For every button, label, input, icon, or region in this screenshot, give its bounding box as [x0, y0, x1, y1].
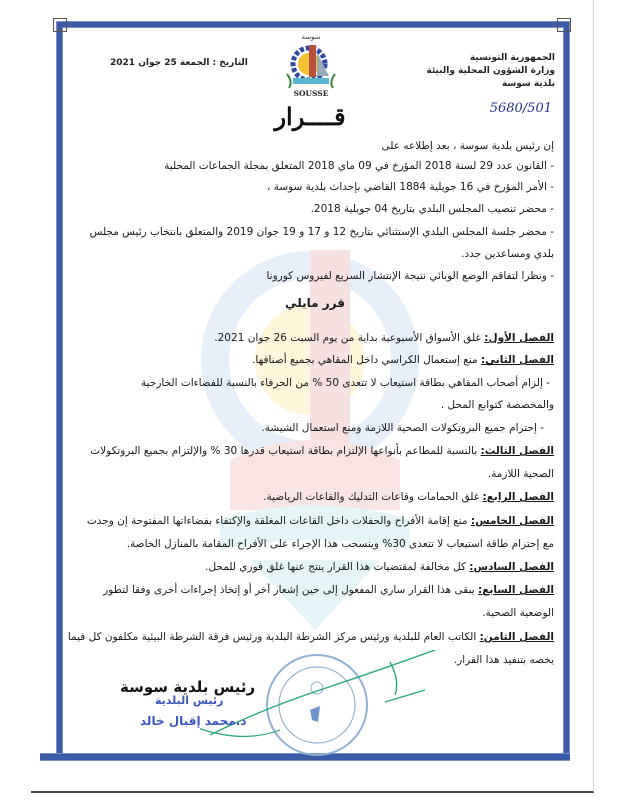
header-republic: الجمهورية التونسية [469, 53, 555, 63]
article-label: الفصل السادس: [469, 561, 554, 573]
logo-text-bottom: SOUSSE [293, 89, 329, 98]
article-text: يبقى هذا القرار ساري المفعول إلى حين إشعار آخر أو إتخاذ إجراءات أخرى وفقا لتطور [103, 584, 479, 596]
article-text: كل مخالفة لمقتضيات هذا القرار ينتج عنها غلق فوري للمحل. [205, 561, 470, 573]
article-label: الفصل الأول: [484, 332, 554, 344]
header-ministry: وزارة الشؤون المحلية والبيئة [426, 66, 555, 76]
article-text: والمخصصة كتوابع المحل . [440, 399, 554, 411]
article-line [103, 584, 554, 596]
decides-heading: قرر مايلي [285, 296, 345, 310]
signatory-title: رئيس بلدية سوسة [120, 678, 256, 696]
article-label: الفصل الثالث: [480, 445, 554, 457]
preamble-line: - الأمر المؤرخ في 16 جويلية 1884 القاضي بإحداث بلدية سوسة ، [266, 181, 554, 193]
preamble-line: - محضر تنصيب المجلس البلدي بتاريخ 04 جويلية 2018. [310, 203, 554, 215]
header-authority [426, 52, 555, 91]
article-text: - إحترام جميع البروتكولات الصحية اللازمة ومنع استعمال الشيشة. [261, 422, 544, 434]
document-title: قــــرار [274, 102, 346, 131]
reference-number: 5680/501 [489, 101, 552, 116]
article-text: منع إقامة الأفراح والحفلات داخل القاعات المغلقة والإكتفاء بفضاءاتها المفتوحة إن وجدت [86, 515, 471, 527]
preamble-line: إن رئيس بلدية سوسة ، بعد إطلاعه على [381, 140, 554, 152]
article-text: غلق الأسواق الأسبوعية بداية من يوم السبت 26 جوان 2021. [214, 332, 485, 344]
article-text: يخصه بتنفيذ هذا القرار. [453, 654, 554, 666]
article-text: منع إستعمال الكراسي داخل المقاهي بجميع أصنافها. [252, 354, 481, 366]
article-text: الصحية اللازمة. [487, 468, 554, 480]
article-text: الوضعية الصحية. [482, 607, 554, 619]
stamp-subtitle: رئيس البلدية [155, 694, 224, 707]
article-label: الفصل الثاني: [480, 354, 554, 366]
article-line [68, 631, 554, 643]
article-line [488, 468, 554, 480]
preamble-line: بلدي ومساعدين جدد. [461, 248, 554, 260]
article-line [205, 561, 554, 573]
signatory-name: د.محمد إقبال خالد [140, 714, 247, 728]
header-municipality: بلدية سوسة [501, 79, 555, 89]
logo-text-top: سوسة [301, 33, 321, 41]
article-line [263, 491, 554, 503]
article-line [214, 332, 554, 344]
article-line [454, 654, 554, 666]
sousse-emblem-icon [279, 30, 343, 102]
preamble-line: - ونظرا لتفاقم الوضع الوبائي نتيجة الإنتشار السريع لفيروس كورونا [266, 270, 554, 282]
article-line [90, 445, 554, 457]
article-line [141, 377, 550, 389]
article-text: - إلزام أصحاب المقاهي بطاقة استيعاب لا تتعدى 50 % من الحرفاء بالنسبة للفضاءات الخارجية [141, 377, 550, 389]
article-label: الفصل الخامس: [470, 515, 554, 527]
article-text: الكاتب العام للبلدية ورئيس مركز الشرطة البلدية ورئيس فرقة الشرطة البيئية مكلفون كل فيما [67, 631, 480, 643]
article-text: غلق الحمامات وقاعات التدليك والقاعات الرياضية. [263, 491, 483, 503]
sousse-logo [279, 30, 343, 102]
article-line [87, 515, 554, 527]
article-text: مع إحترام طاقة استيعاب لا تتعدى 30% وينسحب هذا الإجراء على الأفراح المقامة بالمنازل الخاصة. [126, 538, 554, 550]
article-line [127, 538, 554, 550]
article-label: الفصل السابع: [478, 584, 554, 596]
document-date: التاريخ : الجمعة 25 جوان 2021 [110, 58, 248, 68]
article-line [482, 607, 554, 619]
article-text: بالنسبة للمطاعم بأنواعها الإلتزام بطاقة استيعاب قدرها 30 % والإلتزام بجميع البروتكولات [90, 445, 481, 457]
article-line [252, 354, 554, 366]
article-label: الفصل الرابع: [482, 491, 554, 503]
preamble-line: - القانون عدد 29 لسنة 2018 المؤرخ في 09 ماي 2018 المتعلق بمجلة الجماعات المحلية [164, 160, 554, 172]
article-label: الفصل الثامن: [479, 631, 554, 643]
preamble-line: - محضر جلسة المجلس البلدي الإستثنائي بتاريخ 12 و 17 و 19 جوان 2019 والمتعلق بانتخاب رئيس مجلس [89, 226, 554, 238]
article-line [441, 399, 554, 411]
article-line [261, 422, 544, 434]
